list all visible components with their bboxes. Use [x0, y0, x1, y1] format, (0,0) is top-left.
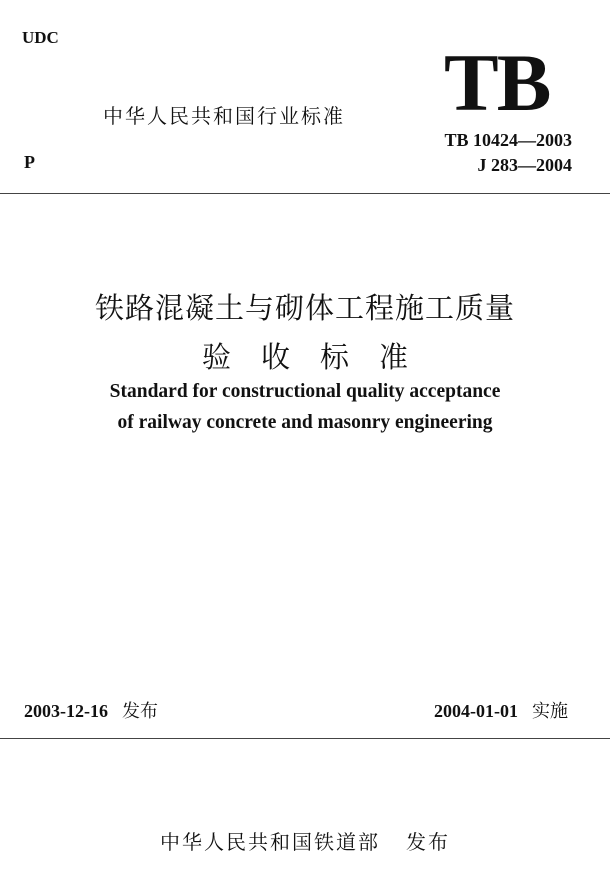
title-en-line2: of railway concrete and masonry engineering — [117, 412, 493, 433]
publisher-line — [0, 826, 610, 855]
issue-label: 发布 — [122, 701, 158, 722]
implement-date: 2004-01-01 — [434, 701, 518, 721]
title-cn-line2: 验收标准 — [201, 340, 438, 374]
top-divider — [0, 193, 610, 194]
implement-label: 实施 — [532, 701, 568, 722]
publish-label: 发布 — [406, 830, 450, 854]
tb-logo: TB — [444, 37, 550, 128]
standard-number: TB 10424—2003 — [444, 130, 572, 150]
classification-code: P — [24, 152, 35, 172]
title-cn-line1: 铁路混凝土与砌体工程施工质量 — [94, 291, 515, 325]
udc-label: UDC — [22, 28, 59, 47]
title-en-line1: Standard for constructional quality acceptance — [109, 381, 501, 402]
bottom-divider — [0, 738, 610, 739]
publisher-name: 中华人民共和国铁道部 — [160, 830, 380, 854]
issue-date: 2003-12-16 — [24, 701, 108, 721]
implement-date-line — [434, 697, 568, 723]
issue-date-line — [24, 697, 158, 723]
record-number: J 283—2004 — [477, 155, 572, 175]
standard-category: 中华人民共和国行业标准 — [103, 104, 345, 128]
